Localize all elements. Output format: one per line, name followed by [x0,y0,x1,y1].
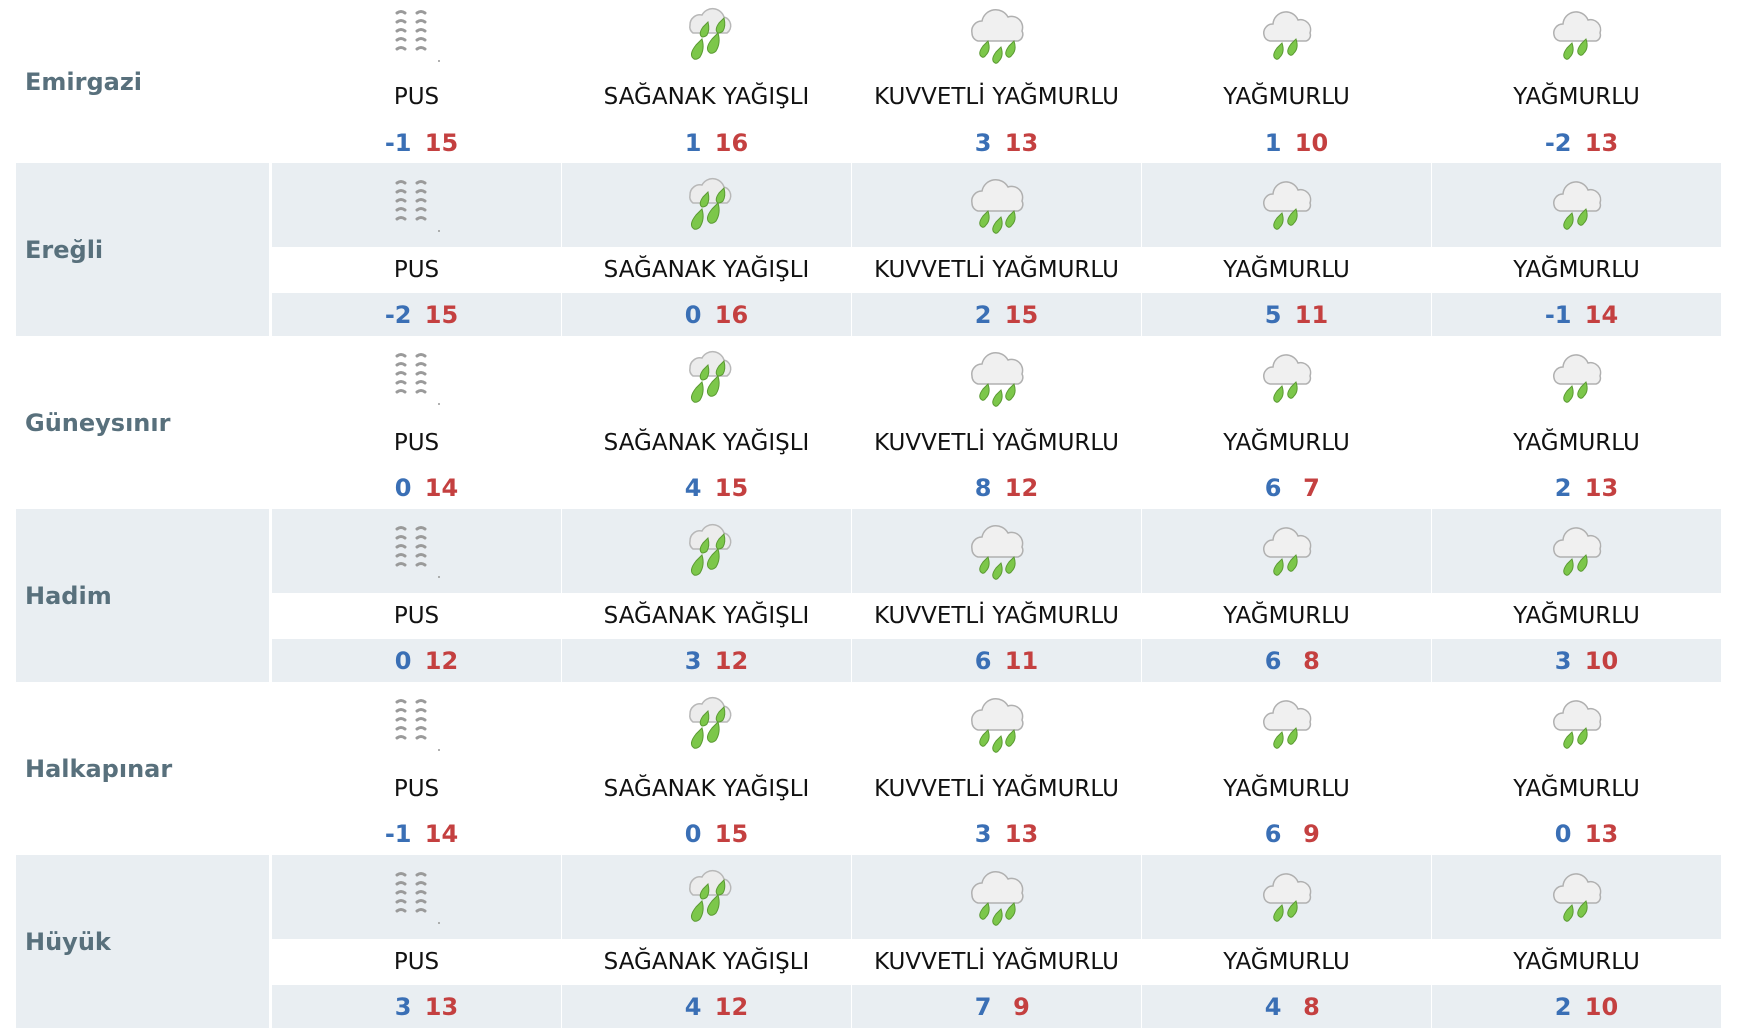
heavy-shower-icon [672,865,742,929]
fog-icon [387,5,447,65]
day-cell [562,682,851,855]
max-temp: 9 [1013,992,1030,1021]
heavy-rain-icon [962,3,1032,67]
max-temp: 12 [1004,473,1039,502]
max-temp: 15 [714,819,749,848]
table-row [16,163,1730,336]
rain-icon [1542,173,1612,237]
min-temp: 0 [394,646,412,675]
heavy-rain-icon [962,692,1032,756]
min-temp: 1 [684,129,702,157]
day-cell [852,336,1141,509]
min-temp: 0 [684,819,702,848]
day-cell [852,855,1141,1028]
city-cell [16,682,269,855]
day-cell [272,163,561,336]
rain-icon [1252,3,1322,67]
condition-label: PUS [393,949,440,975]
weather-icon-cell [1142,682,1431,766]
min-temp: 3 [974,129,992,157]
min-temp: 4 [684,992,702,1021]
rain-icon [1252,519,1322,583]
weather-icon-cell [272,0,561,70]
weather-icon-cell [1142,0,1431,70]
rain-icon [1542,519,1612,583]
condition-label: YAĞMURLU [1223,83,1350,110]
day-cell [1142,0,1431,163]
condition-label: KUVVETLİ YAĞMURLU [874,603,1119,629]
condition-label: SAĞANAK YAĞIŞLI [603,430,810,456]
min-temp: 3 [684,646,702,675]
day-cell [272,0,561,163]
forecast-table [16,0,1730,1028]
fog-icon [387,867,447,927]
city-name[interactable]: Hadim [25,581,112,610]
table-row [16,336,1730,509]
day-cell [852,163,1141,336]
condition-label: SAĞANAK YAĞIŞLI [603,83,810,110]
condition-label: YAĞMURLU [1223,430,1350,456]
heavy-shower-icon [672,692,742,756]
weather-icon-cell [1432,163,1721,247]
condition-label: YAĞMURLU [1223,257,1350,283]
rain-icon [1542,3,1612,67]
city-cell [16,163,269,336]
day-cell [1432,509,1721,682]
day-cell [852,509,1141,682]
day-cell [1432,336,1721,509]
weather-icon-cell [852,0,1141,70]
max-temp: 13 [1004,819,1039,848]
weather-icon-cell [852,509,1141,593]
max-temp: 10 [1294,129,1329,157]
min-temp: 3 [1554,646,1572,675]
day-cell [1432,163,1721,336]
min-temp: 0 [1554,819,1572,848]
max-temp: 12 [714,646,749,675]
day-cell [272,509,561,682]
city-cell [16,855,269,1028]
day-cell [272,855,561,1028]
heavy-rain-icon [962,519,1032,583]
day-cell [562,336,851,509]
max-temp: 14 [424,819,459,848]
condition-label: YAĞMURLU [1513,776,1640,802]
weather-icon-cell [1142,509,1431,593]
table-row [16,682,1730,855]
weather-icon-cell [852,682,1141,766]
max-temp: 12 [424,646,459,675]
max-temp: 13 [1004,129,1039,157]
min-temp: 7 [974,992,992,1021]
table-row [16,0,1730,163]
day-cell [1142,855,1431,1028]
weather-icon-cell [272,855,561,939]
max-temp: 10 [1584,646,1619,675]
min-temp: -1 [384,129,412,157]
min-temp: 6 [1264,819,1282,848]
day-cell [852,682,1141,855]
min-temp: 2 [1554,992,1572,1021]
weather-icon-cell [562,336,851,420]
city-cell [16,336,269,509]
weather-icon-cell [1142,855,1431,939]
heavy-rain-icon [962,346,1032,410]
max-temp: 8 [1303,646,1320,675]
condition-label: SAĞANAK YAĞIŞLI [603,949,810,975]
condition-label: KUVVETLİ YAĞMURLU [874,949,1119,975]
min-temp: 6 [1264,473,1282,502]
condition-label: KUVVETLİ YAĞMURLU [874,83,1119,110]
city-cell [16,509,269,682]
day-cell [1432,0,1721,163]
weather-icon-cell [1432,855,1721,939]
min-temp: 3 [394,992,412,1021]
min-temp: 2 [974,300,992,329]
max-temp: 15 [424,129,459,157]
weather-icon-cell [272,682,561,766]
condition-label: YAĞMURLU [1513,257,1640,283]
min-temp: 8 [974,473,992,502]
day-cell [1142,682,1431,855]
max-temp: 7 [1303,473,1320,502]
weather-icon-cell [1142,163,1431,247]
weather-icon-cell [1432,336,1721,420]
min-temp: 4 [1264,992,1282,1021]
rain-icon [1542,346,1612,410]
fog-icon [387,521,447,581]
condition-label: PUS [393,776,440,802]
weather-icon-cell [1432,509,1721,593]
max-temp: 11 [1294,300,1329,329]
day-cell [1432,682,1721,855]
min-temp: 6 [974,646,992,675]
max-temp: 11 [1004,646,1039,675]
condition-label: YAĞMURLU [1513,83,1640,110]
condition-label: KUVVETLİ YAĞMURLU [874,776,1119,802]
max-temp: 14 [1584,300,1619,329]
fog-icon [387,348,447,408]
rain-icon [1542,692,1612,756]
max-temp: 10 [1584,992,1619,1021]
weather-icon-cell [852,163,1141,247]
fog-icon [387,175,447,235]
max-temp: 15 [424,300,459,329]
min-temp: -2 [384,300,412,329]
max-temp: 13 [1584,473,1619,502]
condition-label: YAĞMURLU [1513,949,1640,975]
day-cell [562,163,851,336]
day-cell [562,0,851,163]
table-row [16,855,1730,1028]
weather-icon-cell [272,163,561,247]
max-temp: 13 [424,992,459,1021]
min-temp: 3 [974,819,992,848]
day-cell [272,682,561,855]
weather-icon-cell [562,855,851,939]
condition-label: SAĞANAK YAĞIŞLI [603,776,810,802]
fog-icon [387,694,447,754]
max-temp: 14 [424,473,459,502]
max-temp: 15 [1004,300,1039,329]
min-temp: 5 [1264,300,1282,329]
rain-icon [1542,865,1612,929]
max-temp: 16 [714,129,749,157]
rain-icon [1252,346,1322,410]
max-temp: 9 [1303,819,1320,848]
weather-icon-cell [852,336,1141,420]
city-name[interactable]: Ereğli [25,235,104,264]
heavy-rain-icon [962,173,1032,237]
condition-label: YAĞMURLU [1513,430,1640,456]
condition-label: PUS [393,257,440,283]
rain-icon [1252,173,1322,237]
weather-icon-cell [562,163,851,247]
min-temp: 2 [1554,473,1572,502]
min-temp: 1 [1264,129,1282,157]
max-temp: 13 [1584,129,1619,157]
weather-icon-cell [562,509,851,593]
min-temp: 4 [684,473,702,502]
max-temp: 16 [714,300,749,329]
condition-label: PUS [393,603,440,629]
city-name[interactable]: Hüyük [25,927,111,956]
heavy-shower-icon [672,519,742,583]
max-temp: 15 [714,473,749,502]
condition-label: YAĞMURLU [1223,949,1350,975]
condition-label: SAĞANAK YAĞIŞLI [603,257,810,283]
weather-icon-cell [1432,682,1721,766]
day-cell [1142,336,1431,509]
weather-icon-cell [272,336,561,420]
weather-icon-cell [852,855,1141,939]
day-cell [852,0,1141,163]
day-cell [1142,509,1431,682]
condition-label: PUS [393,83,440,110]
heavy-shower-icon [672,173,742,237]
max-temp: 8 [1303,992,1320,1021]
condition-label: PUS [393,430,440,456]
min-temp: -1 [1544,300,1572,329]
table-row [16,509,1730,682]
heavy-rain-icon [962,865,1032,929]
day-cell [1142,163,1431,336]
weather-icon-cell [1432,0,1721,70]
weather-icon-cell [272,509,561,593]
weather-icon-cell [1142,336,1431,420]
rain-icon [1252,692,1322,756]
max-temp: 12 [714,992,749,1021]
min-temp: 6 [1264,646,1282,675]
condition-label: KUVVETLİ YAĞMURLU [874,430,1119,456]
min-temp: 0 [684,300,702,329]
min-temp: 0 [394,473,412,502]
day-cell [1432,855,1721,1028]
city-cell [16,0,269,163]
condition-label: SAĞANAK YAĞIŞLI [603,603,810,629]
city-name[interactable]: Halkapınar [25,754,173,783]
city-name[interactable]: Emirgazi [25,67,143,96]
condition-label: YAĞMURLU [1513,603,1640,629]
condition-label: KUVVETLİ YAĞMURLU [874,257,1119,283]
min-temp: -2 [1544,129,1572,157]
day-cell [272,336,561,509]
min-temp: -1 [384,819,412,848]
weather-icon-cell [562,682,851,766]
heavy-shower-icon [672,3,742,67]
rain-icon [1252,865,1322,929]
condition-label: YAĞMURLU [1223,776,1350,802]
city-name[interactable]: Güneysınır [25,408,171,437]
day-cell [562,509,851,682]
max-temp: 13 [1584,819,1619,848]
heavy-shower-icon [672,346,742,410]
weather-icon-cell [562,0,851,70]
day-cell [562,855,851,1028]
condition-label: YAĞMURLU [1223,603,1350,629]
